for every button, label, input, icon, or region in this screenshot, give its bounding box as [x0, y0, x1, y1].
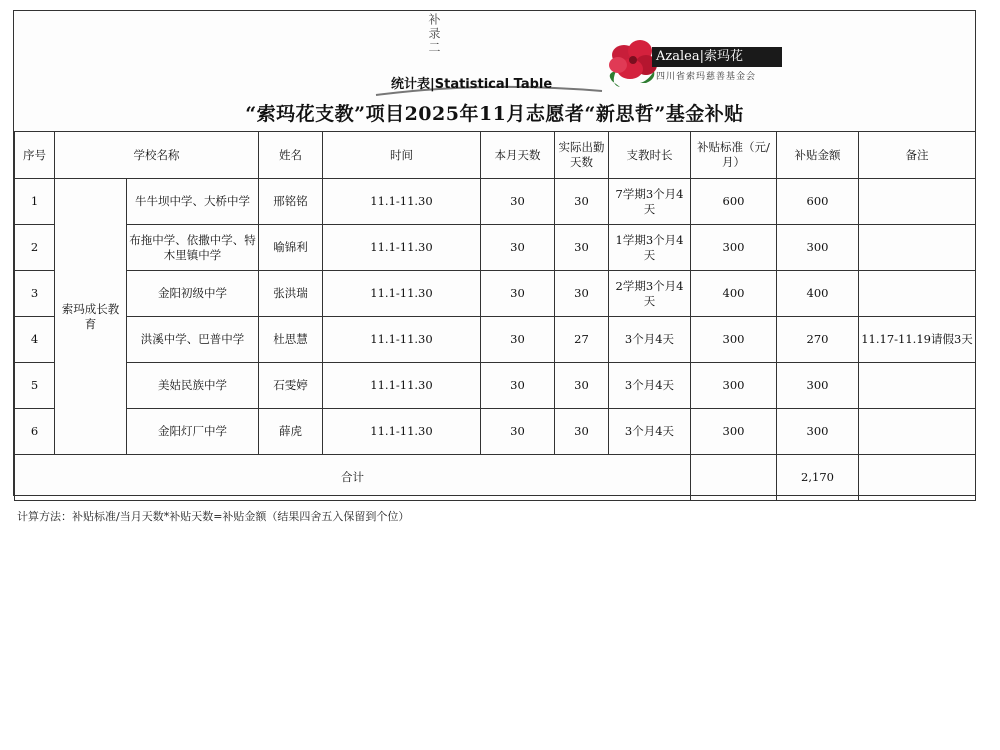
cell-school: 牛牛坝中学、大桥中学: [127, 179, 259, 225]
cell-remark: [859, 271, 976, 317]
col-header-duration: 支教时长: [609, 132, 691, 179]
statistical-table-label: 统计表|Statistical Table: [391, 77, 553, 92]
cell-standard: 600: [691, 179, 777, 225]
cell-duration: 1学期3个月4天: [609, 225, 691, 271]
total-standard-empty: [691, 455, 777, 501]
col-header-amount: 补贴金额: [777, 132, 859, 179]
col-header-actual-days: 实际出勤天数: [555, 132, 609, 179]
cell-time: 11.1-11.30: [323, 179, 481, 225]
cell-name: 杜思慧: [259, 317, 323, 363]
col-header-no: 序号: [15, 132, 55, 179]
cell-standard: 400: [691, 271, 777, 317]
cell-amount: 300: [777, 225, 859, 271]
col-header-month-days: 本月天数: [481, 132, 555, 179]
table-row: [15, 317, 976, 363]
table-row: [15, 409, 976, 455]
cell-no: 1: [15, 179, 55, 225]
cell-category: 索玛成长教育: [55, 179, 127, 455]
cell-school: 洪溪中学、巴普中学: [127, 317, 259, 363]
cell-standard: 300: [691, 409, 777, 455]
cell-standard: 300: [691, 225, 777, 271]
cell-duration: 3个月4天: [609, 363, 691, 409]
cell-remark: [859, 363, 976, 409]
table-row: [15, 179, 976, 225]
cell-remark: [859, 409, 976, 455]
cell-actual-days: 30: [555, 271, 609, 317]
table-header-row: [15, 132, 976, 179]
col-header-time: 时间: [323, 132, 481, 179]
calculation-note: 计算方法：补贴标准/当月天数*补贴天数=补贴金额（结果四舍五入保留到个位）: [17, 510, 410, 523]
cell-time: 11.1-11.30: [323, 317, 481, 363]
cell-actual-days: 30: [555, 225, 609, 271]
col-header-name: 姓名: [259, 132, 323, 179]
cell-no: 2: [15, 225, 55, 271]
cell-remark: [859, 179, 976, 225]
table-total-row: [15, 455, 976, 501]
sheet-header: [14, 11, 975, 131]
cell-month-days: 30: [481, 363, 555, 409]
total-amount: 2,170: [777, 455, 859, 501]
page-title: “索玛花支教”项目2025年11月志愿者“新思哲”基金补贴: [245, 103, 744, 125]
cell-duration: 7学期3个月4天: [609, 179, 691, 225]
cell-name: 张洪瑞: [259, 271, 323, 317]
cell-actual-days: 30: [555, 363, 609, 409]
cell-actual-days: 30: [555, 179, 609, 225]
cell-school: 金阳灯厂中学: [127, 409, 259, 455]
cell-amount: 270: [777, 317, 859, 363]
total-label: 合计: [15, 455, 691, 501]
cell-no: 3: [15, 271, 55, 317]
table-row: [15, 225, 976, 271]
cell-name: 石雯婷: [259, 363, 323, 409]
cell-school: 布拖中学、依撒中学、特木里镇中学: [127, 225, 259, 271]
cell-duration: 3个月4天: [609, 317, 691, 363]
cell-time: 11.1-11.30: [323, 271, 481, 317]
cell-month-days: 30: [481, 271, 555, 317]
statistical-sheet: [13, 10, 976, 496]
cell-amount: 300: [777, 409, 859, 455]
cell-no: 6: [15, 409, 55, 455]
cell-amount: 600: [777, 179, 859, 225]
col-header-remark: 备注: [859, 132, 976, 179]
cell-standard: 300: [691, 317, 777, 363]
azalea-logo: [604, 33, 784, 93]
cell-school: 美姑民族中学: [127, 363, 259, 409]
logo-foundation-name: 四川省索玛慈善基金会: [656, 72, 757, 82]
cell-time: 11.1-11.30: [323, 409, 481, 455]
cell-duration: 3个月4天: [609, 409, 691, 455]
total-remark-empty: [859, 455, 976, 501]
cell-time: 11.1-11.30: [323, 363, 481, 409]
cell-remark: [859, 225, 976, 271]
cell-month-days: 30: [481, 179, 555, 225]
cell-month-days: 30: [481, 225, 555, 271]
col-header-school: 学校名称: [55, 132, 259, 179]
cell-standard: 300: [691, 363, 777, 409]
table-row: [15, 363, 976, 409]
cell-month-days: 30: [481, 409, 555, 455]
cell-name: 喻锦利: [259, 225, 323, 271]
logo-wordmark: Azalea|索玛花: [652, 47, 782, 67]
cell-duration: 2学期3个月4天: [609, 271, 691, 317]
cell-amount: 300: [777, 363, 859, 409]
cell-actual-days: 27: [555, 317, 609, 363]
cell-name: 薛虎: [259, 409, 323, 455]
cell-amount: 400: [777, 271, 859, 317]
table-row: [15, 271, 976, 317]
cell-name: 邢铭铭: [259, 179, 323, 225]
handwritten-note: 补录二: [427, 13, 441, 55]
cell-actual-days: 30: [555, 409, 609, 455]
cell-school: 金阳初级中学: [127, 271, 259, 317]
cell-time: 11.1-11.30: [323, 225, 481, 271]
cell-month-days: 30: [481, 317, 555, 363]
subsidy-table: [14, 131, 976, 501]
cell-no: 4: [15, 317, 55, 363]
cell-no: 5: [15, 363, 55, 409]
cell-remark: 11.17-11.19请假3天: [859, 317, 976, 363]
col-header-standard: 补贴标准（元/月）: [691, 132, 777, 179]
